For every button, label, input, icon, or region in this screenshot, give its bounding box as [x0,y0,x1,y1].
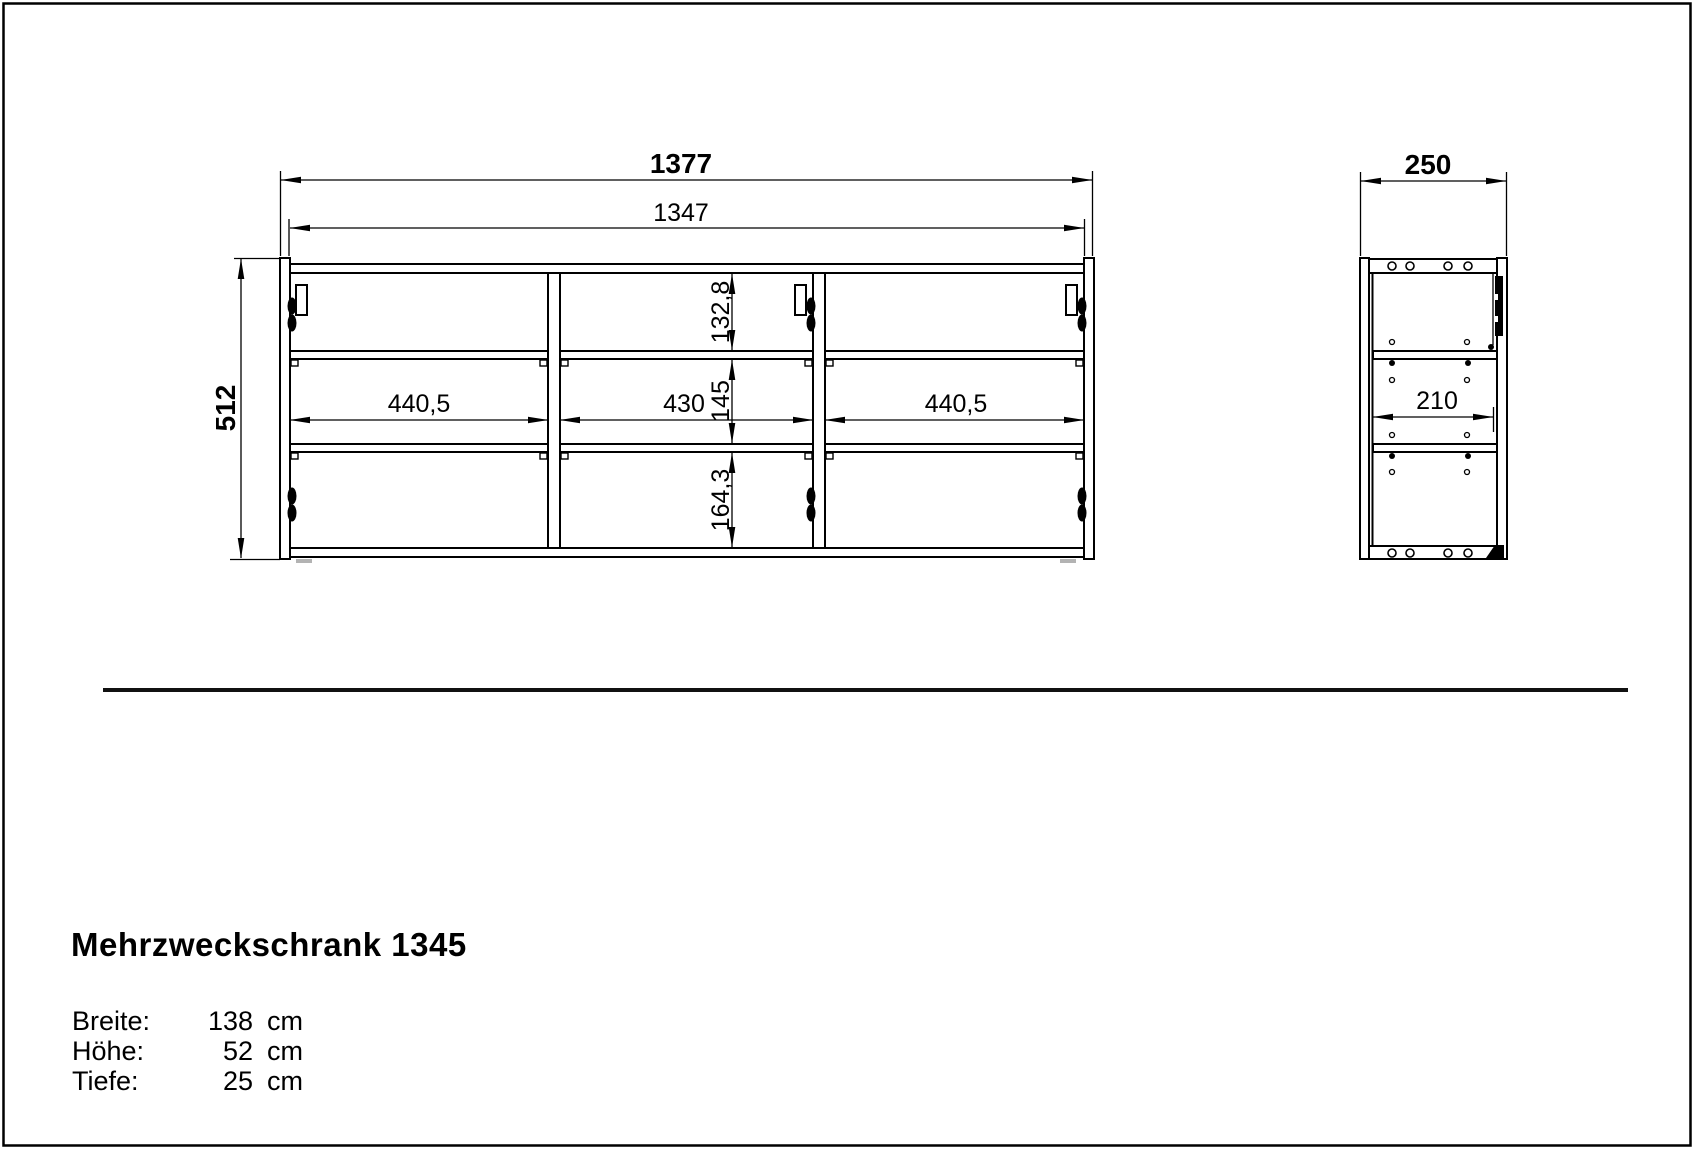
side-view [1360,149,1507,559]
spec-row-height [72,1036,303,1066]
spec-row-width [72,1006,303,1036]
dim-depth-total [1361,149,1507,256]
dim-compartment-middle-label: 430 [663,390,705,418]
spec-unit: cm [267,1066,303,1096]
dim-width-inner [289,199,1085,256]
foot-marks [296,559,1076,563]
product-title: Mehrzweckschrank 1345 [71,926,467,963]
spec-label: Höhe: [72,1036,145,1066]
side-shelf-lower [1373,444,1497,452]
vertical-divider-left [548,273,560,548]
door-handle-middle [795,285,806,315]
section-divider-line [103,688,1628,692]
spec-unit: cm [267,1006,303,1036]
dim-height [210,259,280,560]
spec-value: 25 [222,1066,253,1096]
dim-depth-inner [1373,387,1494,432]
spec-value: 138 [207,1006,253,1036]
dim-row-bottom-label: 164,3 [707,468,735,532]
front-view [210,148,1094,563]
dim-depth-inner-label: 210 [1416,387,1458,415]
spec-value: 52 [222,1036,253,1066]
spec-label: Tiefe: [72,1066,139,1096]
dim-compartment-widths [290,390,1084,420]
door-handles [296,285,1077,315]
spec-label: Breite: [72,1006,151,1036]
dim-width-inner-label: 1347 [653,199,709,227]
dim-depth-total-label: 250 [1404,149,1452,180]
bottom-panel [290,548,1084,557]
side-shelf-upper [1373,351,1497,359]
dim-compartment-left-label: 440,5 [387,390,451,418]
dim-compartment-right-label: 440,5 [924,390,988,418]
spec-unit: cm [267,1036,303,1066]
door-handle-right [1066,285,1077,315]
spec-row-depth [72,1066,303,1096]
top-panel [290,264,1084,273]
dim-height-label: 512 [210,384,241,432]
side-door-panel [1360,258,1369,559]
dim-width-total-label: 1377 [649,148,713,179]
dim-compartment-heights [707,274,735,547]
dim-row-middle-label: 145 [707,380,735,422]
vertical-divider-right [813,273,825,548]
spec-list [72,1006,303,1096]
dim-row-top-label: 132,8 [707,280,735,344]
door-handle-left [296,285,307,315]
